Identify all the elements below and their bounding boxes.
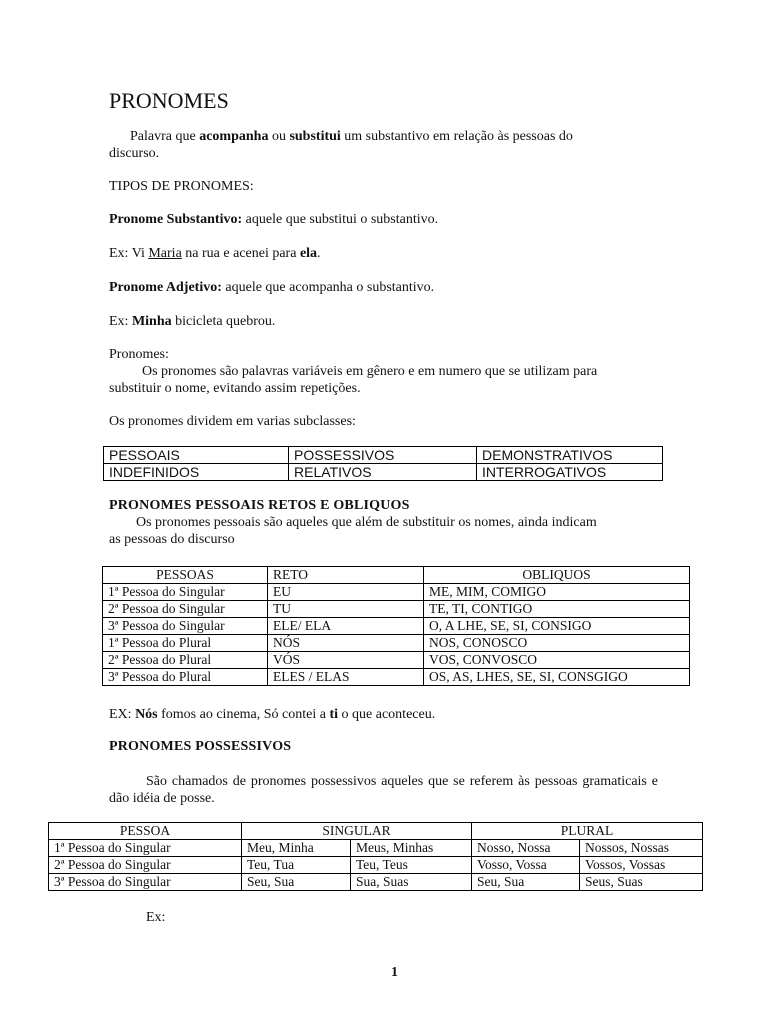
pronomes-paragraph-line-1: Os pronomes são palavras variáveis em gênero e em numero que se utilizam para [142,364,598,379]
pronome-adjetivo-definition: Pronome Adjetivo: aquele que acompanha o substantivo. [109,280,435,295]
table-header-row [49,823,703,840]
intro-line-1: Palavra que acompanha ou substitui um substantivo em relação às pessoas do [130,129,573,144]
example-4: Ex: [146,910,166,925]
table-cell: 3ª Pessoa do Plural [103,669,268,686]
pessoais-table [102,566,690,686]
table-cell: Vossos, Vossas [580,857,703,874]
table-row [103,669,690,686]
subclasses-intro: Os pronomes dividem em varias subclasses: [109,414,356,429]
table-cell: Seu, Sua [242,874,351,891]
tipos-heading: TIPOS DE PRONOMES: [109,179,254,194]
page-title: PRONOMES [109,88,229,113]
table-row [103,652,690,669]
table-cell: 2ª Pessoa do Singular [49,857,242,874]
table-cell: Seu, Sua [472,874,580,891]
pronome-substantivo-definition: Pronome Substantivo: aquele que substitui o substantivo. [109,212,439,227]
table-cell: 1ª Pessoa do Singular [49,840,242,857]
table-cell: 3ª Pessoa do Singular [49,874,242,891]
table-row [104,464,663,481]
table-cell: Sua, Suas [351,874,472,891]
subclasses-table [103,446,663,481]
table-cell: ME, MIM, COMIGO [424,584,690,601]
page-number: 1 [391,965,398,980]
possessivos-table [48,822,703,891]
table-cell: 2ª Pessoa do Singular [103,601,268,618]
pessoais-heading: PRONOMES PESSOAIS RETOS E OBLIQUOS [109,498,410,513]
table-row [103,584,690,601]
table-row [49,857,703,874]
table-cell: DEMONSTRATIVOS [477,447,663,464]
table-header-row [103,567,690,584]
table-header: SINGULAR [242,823,472,840]
table-cell: Meu, Minha [242,840,351,857]
pessoais-paragraph-line-1: Os pronomes pessoais são aqueles que além de substituir os nomes, ainda indicam [136,515,597,530]
pronomes-label: Pronomes: [109,347,169,362]
table-cell: VÓS [268,652,424,669]
possessivos-paragraph: São chamados de pronomes possessivos aqueles que se referem às pessoas gramaticais e dão idéia de posse. [109,774,658,806]
pronomes-paragraph-line-2: substituir o nome, evitando assim repetições. [109,381,361,396]
intro-line-2: discurso. [109,146,160,161]
table-cell: TU [268,601,424,618]
table-cell: Vosso, Vossa [472,857,580,874]
table-row [103,635,690,652]
table-cell: RELATIVOS [289,464,477,481]
table-cell: VOS, CONVOSCO [424,652,690,669]
table-row [49,840,703,857]
pessoais-paragraph-line-2: as pessoas do discurso [109,532,235,547]
table-cell: 2ª Pessoa do Plural [103,652,268,669]
table-header: PESSOA [49,823,242,840]
table-row [103,601,690,618]
table-cell: PESSOAIS [104,447,289,464]
table-cell: O, A LHE, SE, SI, CONSIGO [424,618,690,635]
table-cell: OS, AS, LHES, SE, SI, CONSGIGO [424,669,690,686]
table-row [49,874,703,891]
table-cell: ELES / ELAS [268,669,424,686]
table-cell: Nossos, Nossas [580,840,703,857]
table-cell: Teu, Teus [351,857,472,874]
table-cell: TE, TI, CONTIGO [424,601,690,618]
table-cell: Teu, Tua [242,857,351,874]
table-cell: INTERROGATIVOS [477,464,663,481]
table-header: PESSOAS [103,567,268,584]
table-cell: EU [268,584,424,601]
table-cell: 3ª Pessoa do Singular [103,618,268,635]
table-cell: ELE/ ELA [268,618,424,635]
table-cell: INDEFINIDOS [104,464,289,481]
table-cell: Nosso, Nossa [472,840,580,857]
example-1: Ex: Vi Maria na rua e acenei para ela. [109,246,321,261]
table-header: RETO [268,567,424,584]
table-cell: 1ª Pessoa do Plural [103,635,268,652]
table-header: PLURAL [472,823,703,840]
table-header: OBLIQUOS [424,567,690,584]
example-2: Ex: Minha bicicleta quebrou. [109,314,276,329]
table-cell: NOS, CONOSCO [424,635,690,652]
table-cell: 1ª Pessoa do Singular [103,584,268,601]
table-cell: Meus, Minhas [351,840,472,857]
table-cell: NÓS [268,635,424,652]
example-3: EX: Nós fomos ao cinema, Só contei a ti o que aconteceu. [109,707,436,722]
possessivos-heading: PRONOMES POSSESSIVOS [109,739,292,754]
table-row [104,447,663,464]
table-cell: Seus, Suas [580,874,703,891]
table-cell: POSSESSIVOS [289,447,477,464]
table-row [103,618,690,635]
